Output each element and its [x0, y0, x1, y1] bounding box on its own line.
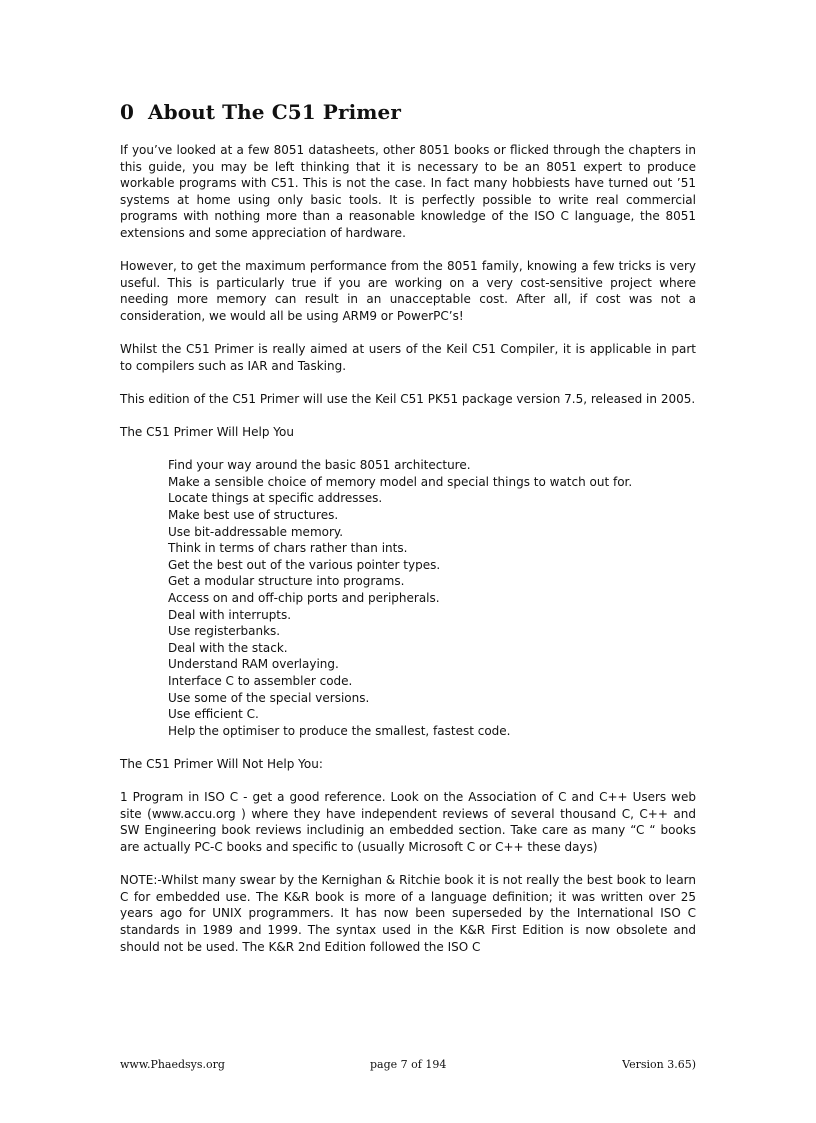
list-item: Help the optimiser to produce the smallest, fastest code. — [168, 723, 511, 738]
help-list — [120, 457, 696, 739]
section-heading — [120, 100, 696, 124]
list-item: Think in terms of chars rather than ints. — [168, 541, 408, 556]
footer-website: www.Phaedsys.org — [120, 1058, 225, 1071]
list-item: Interface C to assembler code. — [168, 674, 353, 688]
note-paragraph: NOTE:-Whilst many swear by the Kernighan & Ritchie book it is not really the best book to learn C for embedded use. The K&R book is more of a language definition; it was written over 25 years ago for UNIX programmers. It has now been superseded by the International ISO C standards in 1989 and 1999. The syntax used in the K&R First Edition is now obsolete and should not be used. The K&R 2nd Edition followed the ISO C — [120, 873, 696, 954]
list-item: Get a modular structure into programs. — [168, 574, 405, 589]
section-number: 0 — [120, 100, 135, 124]
will-not-help-heading: The C51 Primer Will Not Help You: — [120, 756, 323, 771]
list-item: Use bit-addressable memory. — [168, 524, 344, 539]
list-item: Make best use of structures. — [168, 508, 339, 523]
will-help-heading: The C51 Primer Will Help You — [120, 425, 294, 440]
list-item: Get the best out of the various pointer types. — [168, 557, 441, 572]
section-title: About The C51 Primer — [148, 100, 402, 124]
document-page — [120, 100, 696, 972]
list-item: Use efficient C. — [168, 707, 259, 722]
page-footer — [120, 1058, 696, 1074]
footer-page-number: page 7 of 194 — [370, 1058, 447, 1071]
keil-paragraph: Whilst the C51 Primer is really aimed at users of the Keil C51 Compiler, it is applicable in part to compilers such as IAR and Tasking. — [120, 342, 696, 373]
list-item: Understand RAM overlaying. — [168, 657, 339, 672]
iso-c-paragraph: 1 Program in ISO C - get a good reference. Look on the Association of C and C++ Users web site (www.accu.org ) where they have independent reviews of several thousand C, C++ and SW Engineering book reviews includinig an embedded section. Take care as many “C “ books are actually PC-C books and specific to (usually Microsoft C or C++ these days) — [120, 790, 696, 854]
edition-paragraph: This edition of the C51 Primer will use the Keil C51 PK51 package version 7.5, released in 2005. — [120, 391, 696, 406]
list-item: Use registerbanks. — [168, 624, 281, 639]
footer-version: Version 3.65) — [622, 1058, 696, 1071]
list-item: Locate things at specific addresses. — [168, 491, 383, 506]
list-item: Deal with the stack. — [168, 640, 288, 655]
intro-paragraph: If you’ve looked at a few 8051 datasheets, other 8051 books or flicked through the chapters in this guide, you may be left thinking that it is necessary to be an 8051 expert to produce workable programs with C51. This is not the case. In fact many hobbiests have turned out ’51 systems at home using only basic tools. It is perfectly possible to write real commercial programs with nothing more than a reasonable knowledge of the ISO C language, the 8051 extensions and some appreciation of hardware. — [120, 143, 696, 240]
list-item: Use some of the special versions. — [168, 690, 370, 705]
list-item: Find your way around the basic 8051 architecture. — [168, 458, 471, 473]
performance-paragraph: However, to get the maximum performance from the 8051 family, knowing a few tricks is very useful. This is particularly true if you are working on a very cost-sensitive project where needing more memory can result in an unacceptable cost. After all, if cost was not a consideration, we would all be using ARM9 or PowerPC’s! — [120, 259, 696, 323]
list-item: Deal with interrupts. — [168, 607, 292, 622]
list-item: Make a sensible choice of memory model and special things to watch out for. — [168, 474, 633, 489]
list-item: Access on and off-chip ports and peripherals. — [168, 591, 440, 606]
